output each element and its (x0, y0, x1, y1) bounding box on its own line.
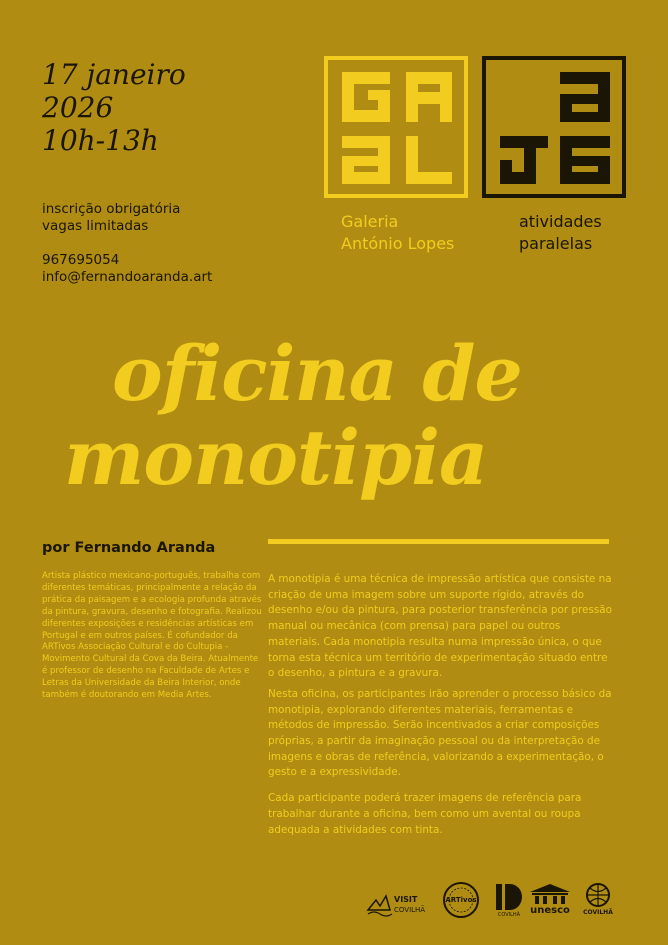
artivos-icon (442, 881, 480, 919)
unesco-temple-icon (526, 882, 574, 918)
visit-text: VISIT (394, 895, 418, 904)
ap-logo (482, 56, 626, 198)
covilha-small-text: COVILHÃ (497, 912, 521, 918)
limited-places: vagas limitadas (42, 218, 149, 234)
artivos-logo (442, 881, 480, 921)
event-year: 2026 (42, 91, 114, 124)
covilha-globe-icon (582, 881, 614, 921)
registration-required: inscrição obrigatória (42, 201, 181, 217)
unesco-text: unesco (530, 905, 570, 916)
gal-logo-glyphs (328, 60, 464, 194)
email-address[interactable]: info@fernandoaranda.art (42, 269, 213, 285)
description-paragraph-1: A monotipia é uma técnica de impressão artística que consiste na criação de uma imagem sobre um suporte rígido, através do desenho e/ou da pintura, para posterior transferência por pressão manual ou mecânica (com prensa) para papel ou outros materiais. Cada monotipia resulta numa impressão única, o que torna esta técnica um território de experimentação situado entre o desenho, a pintura e a gravura. (268, 573, 612, 680)
covilha-city-logo (582, 881, 614, 923)
gal-caption (341, 211, 454, 255)
description-paragraph-3: Cada participante poderá trazer imagens de referência para trabalhar durante a oficina, bem como um avental ou roupa adequada a atividades com tinta. (268, 792, 582, 836)
visit-covilha-icon (366, 888, 430, 920)
covilha-municipal-logo (494, 882, 524, 920)
event-date-block (42, 58, 186, 157)
workshop-description (268, 572, 613, 843)
workshop-title-line1: oficina de (112, 329, 522, 418)
artivos-text: ARTivos (445, 896, 477, 904)
ap-caption-line2: paralelas (519, 234, 593, 253)
gal-logo (324, 56, 468, 198)
event-time: 10h-13h (42, 124, 159, 157)
gal-caption-line2: António Lopes (341, 234, 455, 253)
author-bio: Artista plástico mexicano-português, trabalha com diferentes temáticas, principalmente a relação da prática da paisagem e a ecologia profunda através da pintura, gravura, desenho e fotografia. Realizou diferentes exposições e residências artísticas em Portugal e em outros países. É cofundador da ARTivos Associação Cultural e do Cultupia - Movimento Cultural da Cova da Beira. Atualmente é professor de desenho na Faculdade de Artes e Letras da Universidade da Beira Interior, onde também é doutorando em Media Artes. (42, 571, 262, 701)
workshop-title-line2: monotipia (64, 413, 488, 502)
description-paragraph-2: Nesta oficina, os participantes irão aprender o processo básico da monotipia, explorando diferentes materiais, ferramentas e métodos de impressão. Serão incentivados a criar composições próprias, a partir da imaginação pessoal ou da interpretação de imagens e obras de referência, valorizando a experimentação, o gesto e a expressividade. (268, 687, 612, 779)
phone-number[interactable]: 967695054 (42, 252, 120, 268)
author-name: por Fernando Aranda (42, 540, 216, 556)
registration-info (42, 201, 180, 235)
visit-covilha-logo (366, 888, 430, 922)
gal-caption-line1: Galeria (341, 212, 399, 231)
ap-logo-glyphs (486, 60, 622, 194)
ap-caption-line1: atividades (519, 212, 602, 231)
covilha-text: COVILHÃ (394, 906, 426, 914)
title-divider (268, 539, 609, 544)
event-date: 17 janeiro (42, 58, 186, 91)
unesco-logo (526, 882, 574, 920)
covilha-d-icon (494, 882, 524, 918)
ap-caption (519, 211, 602, 255)
contact-info (42, 252, 212, 286)
covilha-city-text: COVILHÃ (583, 909, 613, 916)
